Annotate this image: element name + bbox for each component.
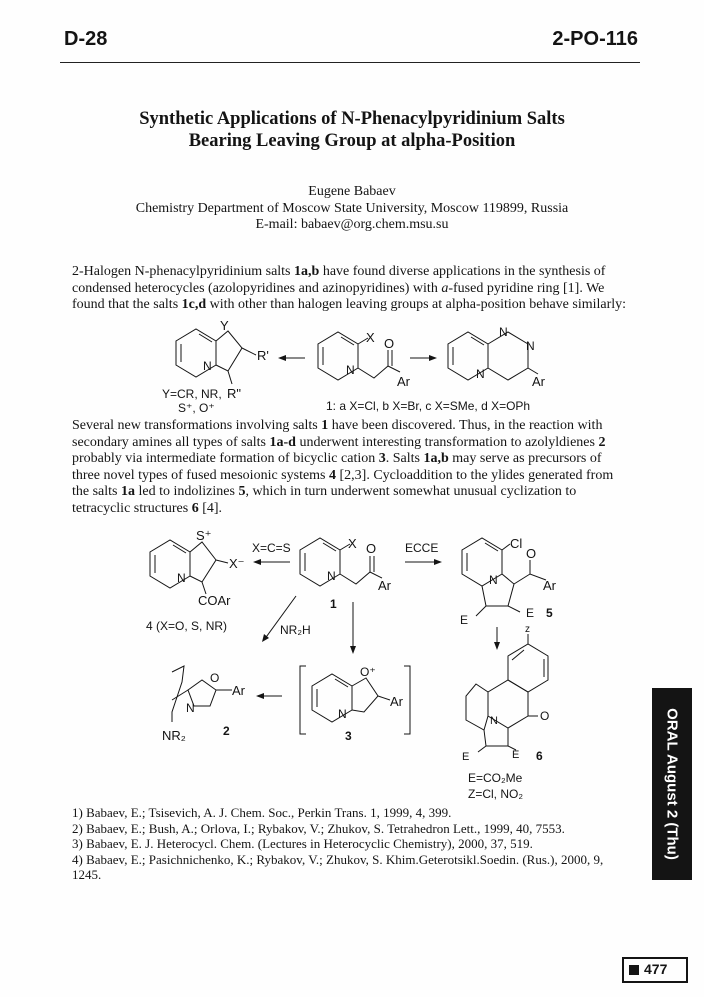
phenacyl-chain xyxy=(340,572,382,584)
italic-a: a xyxy=(441,280,449,296)
atom-label: N xyxy=(346,363,355,377)
text: . Salts xyxy=(385,451,424,466)
compound-ref: 2 xyxy=(598,434,606,450)
text: -fused pyridine ring [1]. We found that the salts xyxy=(72,280,605,312)
double-bond xyxy=(512,650,524,660)
title-line-2: Bearing Leaving Group at alpha-Position xyxy=(188,131,516,151)
compound-4-caption: 4 (X=O, S, NR) xyxy=(146,619,228,633)
author-name: Eugene Babaev xyxy=(308,184,396,199)
atom-label: E xyxy=(460,613,469,627)
page-number-box xyxy=(622,957,688,983)
text: 2-Halogen N-phenacylpyridinium salts xyxy=(72,264,295,279)
atom-label: N xyxy=(338,707,347,721)
text: with other than halogen leaving groups at alpha-position behave similarly: xyxy=(206,297,627,312)
compound-ref: 1 xyxy=(321,418,329,433)
text: led to indolizines xyxy=(135,484,239,499)
atom-label: N xyxy=(203,359,212,373)
compound-2-label: 2 xyxy=(223,724,230,738)
legend-e: E=CO₂Me xyxy=(468,771,523,785)
atom-label: N xyxy=(186,701,195,715)
atom-label: Ar xyxy=(232,683,245,698)
text: may serve as precursors of three novel types of fused mesoionic systems xyxy=(72,451,602,483)
compound-ref: 4 xyxy=(329,467,337,483)
reagent-label: ECCE xyxy=(405,541,439,555)
author-affiliation: Chemistry Department of Moscow State University, Moscow 119899, Russia xyxy=(135,200,569,216)
compound-ref: 1a,b xyxy=(423,451,449,466)
atom-label: E xyxy=(526,606,535,620)
benzene-ring xyxy=(508,644,548,692)
legend-z: Z=Cl, NO₂ xyxy=(468,787,523,801)
compound-6-label: 6 xyxy=(536,749,543,763)
atom-label: X xyxy=(366,330,375,345)
pyrrole-ring xyxy=(482,574,514,606)
reference-item: 3) Babaev, E. J. Heterocycl. Chem. (Lectures in Heterocyclic Chemistry), 2000, 37, 519. xyxy=(72,836,533,851)
arrowhead xyxy=(434,559,442,565)
arrowhead xyxy=(494,642,500,650)
reagent-label: X=C=S xyxy=(252,541,291,555)
compound-1-caption: 1: a X=Cl, b X=Br, c X=SMe, d X=OPh xyxy=(326,399,531,413)
text: have been discovered. Thus, in the reaction with secondary amines all types of salts xyxy=(72,418,603,450)
text: , which in turn underwent somewhat unusual cyclization to tetracyclic structures xyxy=(72,484,577,516)
pyrrole-ring xyxy=(484,728,508,746)
compound-ref: 6 xyxy=(191,500,199,516)
atom-label: S⁺ xyxy=(196,528,212,543)
title-line-1: Synthetic Applications of N-Phenacylpyridinium Salts xyxy=(139,109,565,129)
reference-item: 4) Babaev, E.; Pasichnichenko, K.; Rybakov, V.; Zhukov, S. Khim.Geterotsikl.Soedin. (Rus.), 2000, 9, 1245. xyxy=(72,851,604,882)
atom-label: Ar xyxy=(390,694,403,709)
atom-label: Ar xyxy=(543,578,556,593)
atom-label: N xyxy=(476,367,485,381)
poster-code: 2-PO-116 xyxy=(552,28,638,50)
atom-label: Cl xyxy=(510,536,523,551)
compound-ref: 1c,d xyxy=(181,297,207,312)
atom-label: X xyxy=(348,536,357,551)
atom-label: N xyxy=(177,571,186,585)
compound-ref: 1a,b xyxy=(294,264,320,279)
text: have found diverse applications in the synthesis of condensed heterocycles (azolopyridines and azinopyridines) with xyxy=(72,264,606,296)
arrowhead xyxy=(350,646,356,654)
compound-5-label: 5 xyxy=(546,606,553,620)
oxazolium-ring xyxy=(352,678,378,712)
text: [4]. xyxy=(198,500,223,516)
atom-label: COAr xyxy=(198,593,231,608)
atom-label: O xyxy=(540,709,550,723)
atom-label: Y xyxy=(220,318,229,333)
atom-label: O xyxy=(526,546,537,561)
author-email: E-mail: babaev@org.chem.msu.su xyxy=(255,217,449,232)
atom-label: O xyxy=(384,336,395,351)
page-number: 477 xyxy=(644,961,668,977)
atom-label: N xyxy=(327,569,336,583)
atom-label: O⁺ xyxy=(360,665,376,679)
atom-label: N xyxy=(490,715,498,727)
atom-label: R' xyxy=(257,348,269,363)
bond xyxy=(216,560,228,563)
compound-ref: 1a xyxy=(121,484,135,499)
atom-label: Ar xyxy=(532,374,545,389)
atom-label: R" xyxy=(227,386,242,401)
bond xyxy=(502,544,510,550)
bond xyxy=(378,696,390,700)
text: underwent interesting transformation to azolyldienes xyxy=(295,434,599,450)
atom-label: N xyxy=(526,339,535,353)
atom-label: O xyxy=(210,671,220,685)
bracket-left xyxy=(300,666,306,734)
compound-1-label: 1 xyxy=(330,597,337,611)
atom-label: X⁻ xyxy=(229,556,245,571)
compound-3-label: 3 xyxy=(345,729,352,743)
compound-ref: 5 xyxy=(238,484,246,499)
substituent-note: S⁺, O⁺ xyxy=(178,401,215,415)
reference-item: 1) Babaev, E.; Tsisevich, A. J. Chem. Soc., Perkin Trans. 1, 1999, 4, 399. xyxy=(72,805,452,820)
references-list xyxy=(72,805,632,883)
text: [2,3]. Cycloaddition to the ylides generated from the salts xyxy=(72,467,614,499)
session-side-tab xyxy=(652,688,692,880)
atom-label: E xyxy=(512,749,520,761)
reference-item: 2) Babaev, E.; Bush, A.; Orlova, I.; Rybakov, V.; Zhukov, S. Tetrahedron Lett., 1999, 40, 7553. xyxy=(72,820,565,836)
bond xyxy=(476,606,486,616)
acyl-chain xyxy=(514,574,546,584)
reagent-label: NR₂H xyxy=(280,623,311,637)
compound-ref: 3 xyxy=(378,451,386,466)
atom-label: Ar xyxy=(397,374,410,389)
atom-label: O xyxy=(366,541,377,556)
bond xyxy=(478,746,486,752)
bond xyxy=(508,606,520,612)
bond xyxy=(172,690,188,700)
session-code: D-28 xyxy=(64,28,108,50)
pyridine-ring xyxy=(466,684,488,730)
arrowhead xyxy=(256,693,264,699)
thiazole-ring xyxy=(190,542,216,582)
compound-ref: 1a-d xyxy=(269,434,296,450)
atom-label: Ar xyxy=(378,578,391,593)
atom-label: NR₂ xyxy=(162,728,186,743)
atom-label: N xyxy=(489,573,498,587)
side-tab-label: ORAL August 2 (Thu) xyxy=(663,708,681,860)
bracket-right xyxy=(404,666,410,734)
text: Several new transformations involving salts xyxy=(72,418,322,433)
substituent-note: Y=CR, NR, xyxy=(162,387,222,401)
atom-label: N xyxy=(499,325,508,339)
arrowhead xyxy=(253,559,261,565)
square-icon xyxy=(629,965,639,975)
text: probably via intermediate formation of bicyclic cation xyxy=(72,451,379,466)
atom-label: z xyxy=(525,624,530,635)
atom-label: E xyxy=(462,751,470,763)
